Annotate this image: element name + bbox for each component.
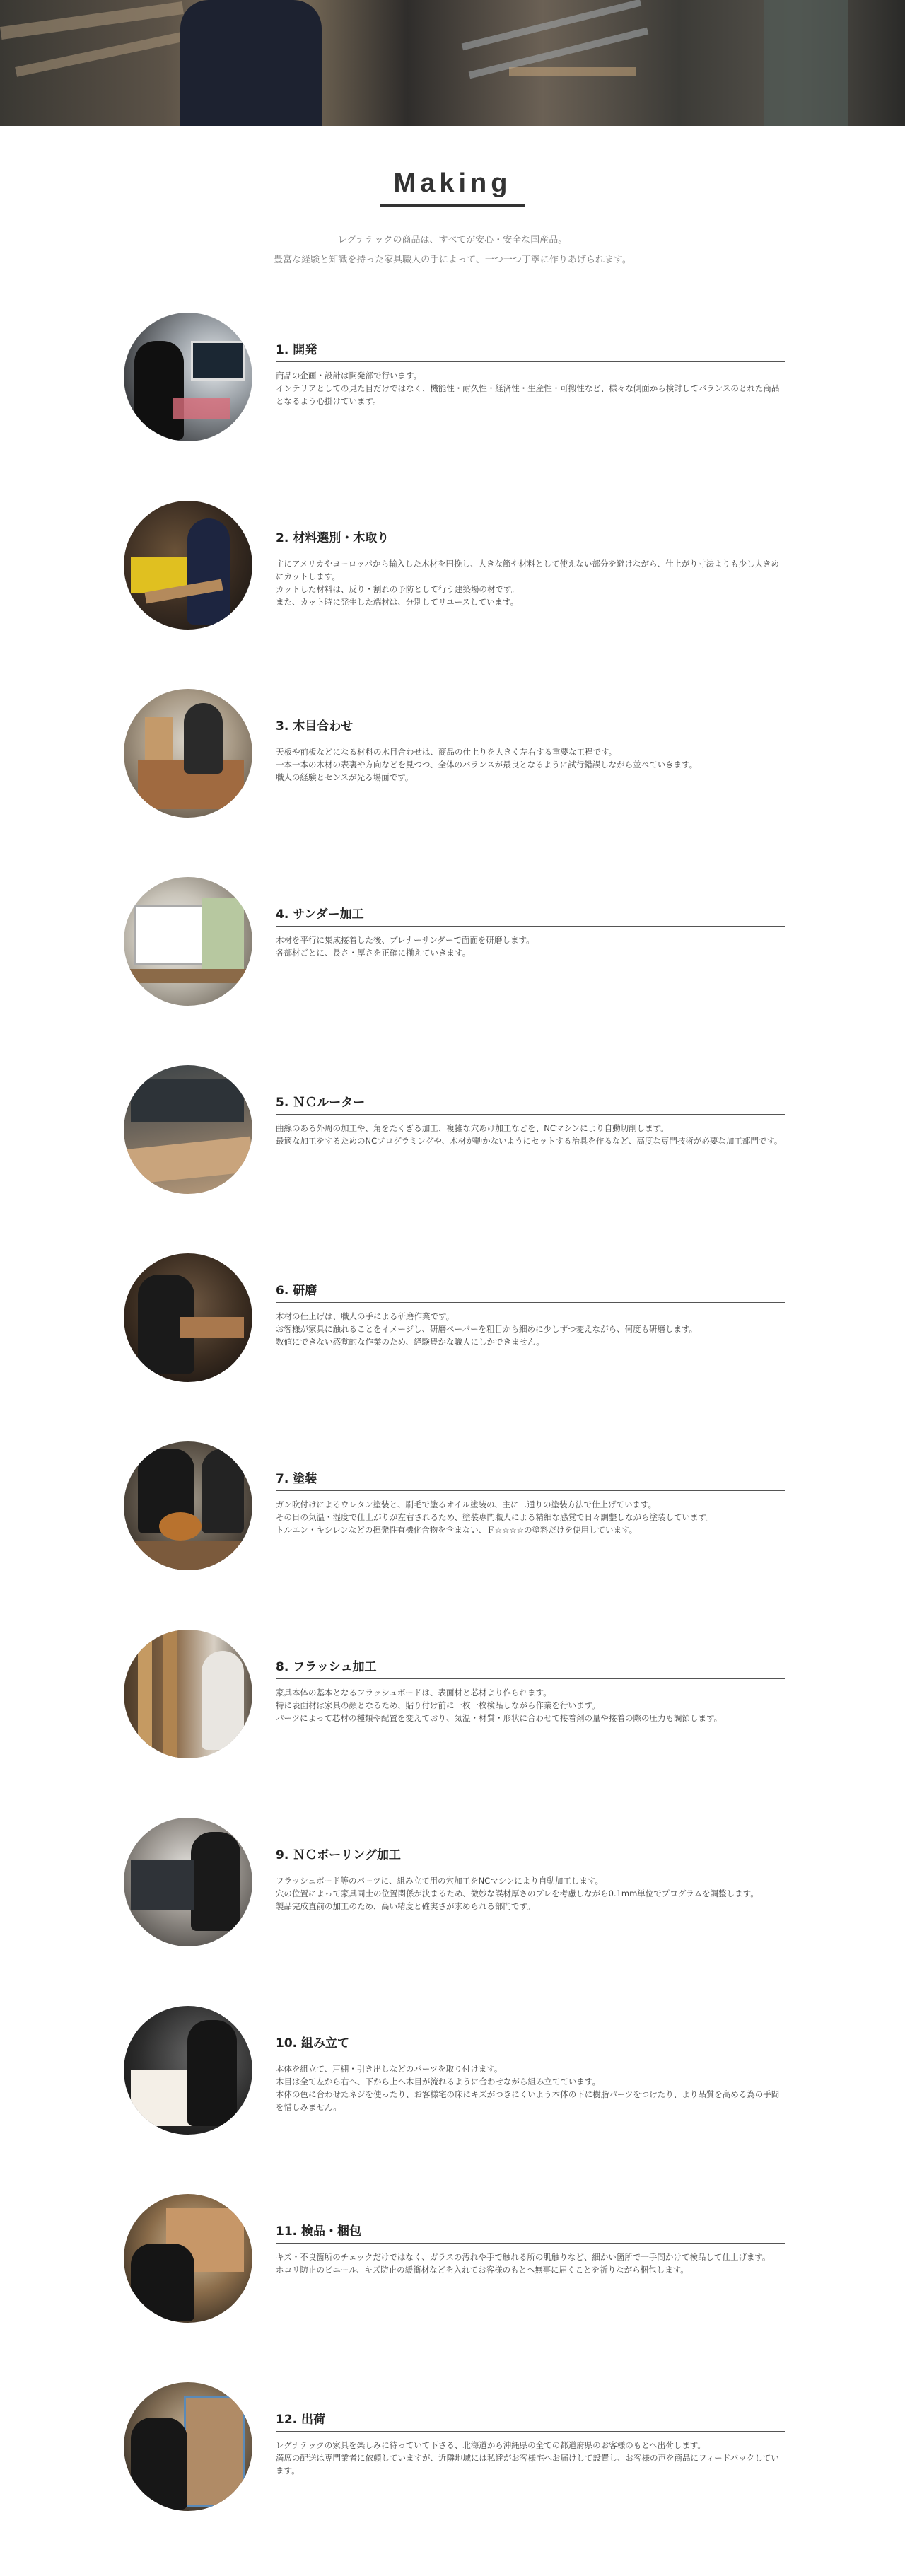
step-heading: 4. サンダー加工: [276, 904, 785, 927]
step-item: [124, 1818, 788, 1959]
step-description: ガン吹付けによるウレタン塗装と、刷毛で塗るオイル塗装の、主に二通りの塗装方法で仕上げています。 その日の気温・湿度で仕上がりが左右されるため、塗装専門職人による精細な感覚で日々調整しながら塗装しています。 トルエン・キシレンなどの揮発性有機化合物を含まない、Ｆ☆☆☆☆の塗料だけを使用しています。: [276, 1499, 714, 1535]
step-item: [124, 2382, 788, 2524]
step-description: 木材の仕上げは、職人の手による研磨作業です。 お客様が家具に触れることをイメージし、研磨ペーパーを粗目から細めに少しずつ変えながら、何度も研磨します。 数値にできない感覚的な作業のため、経験豊かな職人にしかできません。: [276, 1311, 698, 1347]
step-info: [276, 1092, 905, 1147]
step-heading: 11. 検品・梱包: [276, 2221, 785, 2244]
step-info: [276, 1845, 905, 1913]
step-heading: 12. 出荷: [276, 2409, 785, 2432]
page-title: Making: [380, 168, 526, 207]
step-info: [276, 2409, 905, 2477]
step-description: 曲線のある外周の加工や、角をたくぎる加工、複雑な穴あけ加工などを、NCマシンにより自動切削します。 最適な加工をするためのNCプログラミングや、木材が動かないようにセットする治具を作るなど、高度な専門技術が必要な加工部門です。: [276, 1123, 783, 1146]
step-info: [276, 2033, 905, 2113]
step-info: [276, 528, 905, 608]
step-item: [124, 501, 788, 642]
hero-banner-photo: [0, 0, 905, 126]
step-description: 本体を組立て、戸棚・引き出しなどのパーツを取り付けます。 木目は全て左から右へ、下から上へ木目が流れるように合わせながら組み立てています。 本体の色に合わせたネジを使ったり、お客様宅の床にキズがつきにくいよう本体の下に樹脂パーツをつけたり、より品質を高める為の手間を惜しみません。: [276, 2064, 780, 2112]
step-photo: [124, 2194, 252, 2323]
intro-line: レグナテックの商品は、すべてが安心・安全な国産品。: [337, 235, 568, 245]
step-info: [276, 340, 905, 407]
step-item: [124, 1441, 788, 1583]
step-info: [276, 1657, 905, 1724]
step-heading: 2. 材料選別・木取り: [276, 528, 785, 550]
hero-machine: [764, 0, 848, 126]
step-item: [124, 1065, 788, 1207]
hero-roller-rail: [462, 0, 642, 50]
intro-text: [0, 231, 905, 270]
step-heading: 10. 組み立て: [276, 2033, 785, 2055]
step-info: [276, 2221, 905, 2276]
step-description: 商品の企画・設計は開発部で行います。 インテリアとしての見た目だけではなく、機能性・耐久性・経済性・生産性・可搬性など、様々な側面から検討してバランスのとれた商品となるよう心掛けています。: [276, 371, 780, 406]
step-photo: [124, 1818, 252, 1946]
step-item: [124, 1253, 788, 1395]
step-item: [124, 2006, 788, 2147]
step-photo: [124, 2382, 252, 2511]
step-heading: 1. 開発: [276, 340, 785, 362]
step-description: 天板や前板などになる材料の木目合わせは、商品の仕上りを大きく左右する重要な工程です。 一本一本の木材の表裏や方向などを見つつ、全体のバランスが最良となるように試行錯誤しながら並べていきます。 職人の経験とセンスが光る場面です。: [276, 747, 698, 782]
step-heading: 5. ＮＣルーター: [276, 1092, 785, 1115]
step-photo: [124, 501, 252, 630]
step-info: [276, 1468, 905, 1536]
step-photo: [124, 1441, 252, 1570]
step-description: 家具本体の基本となるフラッシュボードは、表面材と芯材より作られます。 特に表面材は家具の顔となるため、貼り付け前に一枚一枚検品しながら作業を行います。 パーツによって芯材の種類や配置を変えており、気温・材質・形状に合わせて接着剤の量や接着の際の圧力も調節します。: [276, 1688, 723, 1723]
step-heading: 3. 木目合わせ: [276, 716, 785, 738]
step-heading: 8. フラッシュ加工: [276, 1657, 785, 1679]
hero-wood-plank: [509, 67, 636, 76]
step-photo: [124, 313, 252, 441]
step-photo: [124, 2006, 252, 2135]
step-item: [124, 313, 788, 454]
step-description: レグナテックの家具を楽しみに待っていて下さる、北海道から沖縄県の全ての都道府県のお客様のもとへ出荷します。 満席の配送は専門業者に依頼していますが、近隣地域には私達がお客様宅へお届けして設置し、お客様の声を商品にフィードバックしています。: [276, 2440, 779, 2476]
step-item: [124, 877, 788, 1019]
step-item: [124, 2194, 788, 2336]
step-description: フラッシュボード等のパーツに、組み立て用の穴加工をNCマシンにより自動加工します。 穴の位置によって家具同士の位置関係が決まるため、微妙な誤材厚さのブレを考慮しながら0.1mm単位でプログラムを調整します。 製品完成直前の加工のため、高い精度と確実さが求められる部門です。: [276, 1876, 759, 1911]
step-item: [124, 1630, 788, 1771]
hero-wood-beam: [0, 1, 184, 40]
step-description: 木材を平行に集成接着した後、プレナーサンダーで面面を研磨します。 各部材ごとに、長さ・厚さを正確に揃えていきます。: [276, 935, 535, 958]
step-info: [276, 1280, 905, 1348]
step-info: [276, 904, 905, 959]
step-description: 主にアメリカやヨーロッパから輸入した木材を円挽し、大きな節や材料として使えない部分を避けながら、仕上がり寸法よりも少し大きめにカットします。 カットした材料は、反り・割れの予防として行う建築場の材です。 また、カット時に発生した端材は、分別してリユースしています。: [276, 559, 779, 607]
step-heading: 6. 研磨: [276, 1280, 785, 1303]
step-photo: [124, 877, 252, 1006]
step-info: [276, 716, 905, 784]
hero-worker-figure: [180, 0, 322, 126]
step-item: [124, 689, 788, 830]
step-photo: [124, 1065, 252, 1194]
step-photo: [124, 1253, 252, 1382]
hero-wood-beam: [15, 32, 183, 77]
step-photo: [124, 1630, 252, 1758]
step-photo: [124, 689, 252, 818]
title-wrap: [0, 168, 905, 207]
step-heading: 7. 塗装: [276, 1468, 785, 1491]
step-description: キズ・不良箇所のチェックだけではなく、ガラスの汚れや手で触れる所の肌触りなど、細かい箇所で一手間かけて検品して仕上げます。 ホコリ防止のビニール、キズ防止の緩衝材などを入れてお客様のもとへ無事に届くことを祈りながら梱包します。: [276, 2252, 771, 2275]
step-heading: 9. ＮＣボーリング加工: [276, 1845, 785, 1867]
intro-line: 豊富な経験と知識を持った家具職人の手によって、一つ一つ丁寧に作りあげられます。: [274, 255, 631, 265]
